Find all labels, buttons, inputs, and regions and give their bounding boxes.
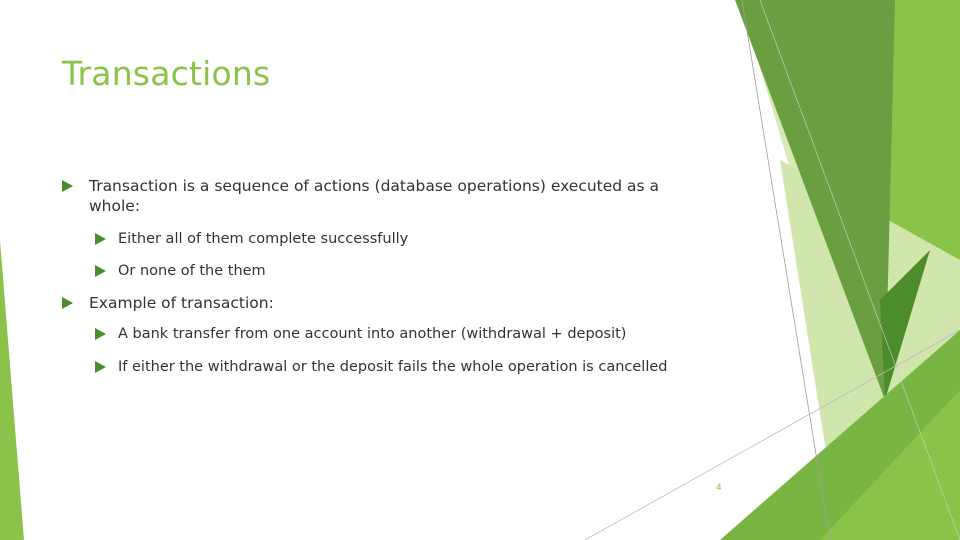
bullet-transaction-definition bbox=[62, 176, 660, 215]
term-transaction: Transaction bbox=[89, 177, 178, 195]
slide-title: Transactions bbox=[62, 54, 271, 93]
sub-bullet-text: Either all of them complete successfully bbox=[118, 231, 409, 247]
triangle-right-icon bbox=[95, 233, 106, 245]
sub-bullet-text: A bank transfer from one account into another (withdrawal + deposit) bbox=[118, 326, 627, 342]
triangle-right-icon bbox=[95, 361, 106, 373]
sub-bullet bbox=[95, 324, 627, 342]
sub-bullet-text: If either the withdrawal or the deposit fails the whole operation is cancelled bbox=[118, 359, 668, 375]
bullet-example bbox=[62, 293, 274, 312]
sub-bullet bbox=[95, 229, 409, 247]
sub-bullet bbox=[95, 357, 668, 375]
triangle-right-icon bbox=[95, 265, 106, 277]
sub-bullet-text: Or none of the them bbox=[118, 263, 266, 279]
triangle-right-icon bbox=[62, 297, 73, 309]
bullet-text: Example of transaction: bbox=[89, 294, 274, 312]
triangle-right-icon bbox=[95, 328, 106, 340]
left-edge-shape bbox=[0, 240, 24, 540]
bullet-text bbox=[89, 176, 699, 216]
sub-bullet bbox=[95, 261, 266, 279]
page-number: 4 bbox=[716, 483, 722, 493]
bullet-definition: is a sequence of actions (database operations) executed as a whole: bbox=[89, 177, 660, 215]
triangle-right-icon bbox=[62, 180, 73, 192]
